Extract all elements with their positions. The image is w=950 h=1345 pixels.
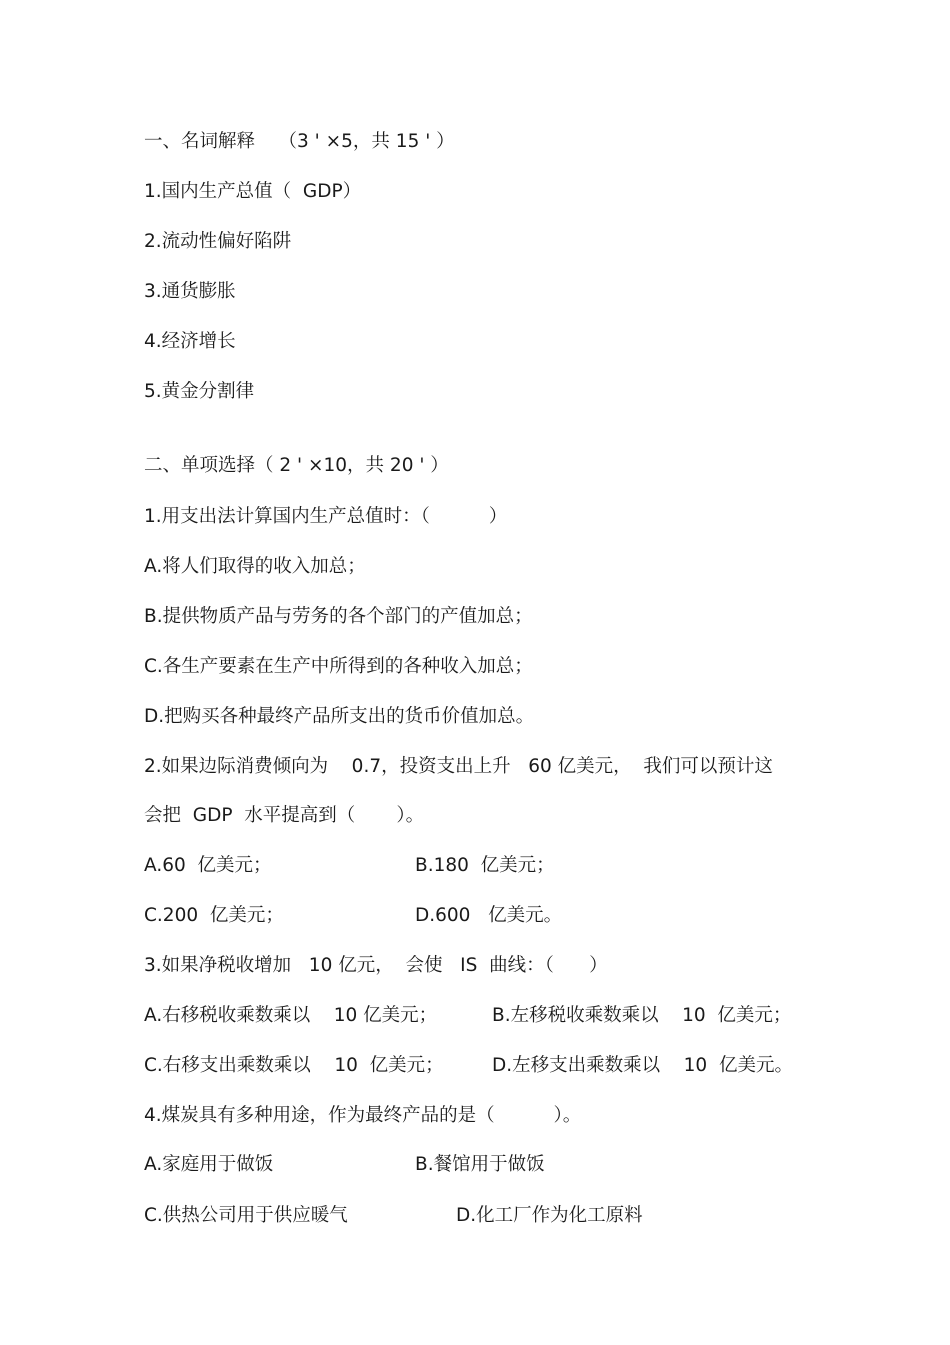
question-1-option-d: D.把购买各种最终产品所支出的货币价值加总。 <box>144 706 535 727</box>
term-item: 3.通货膨胀 <box>144 281 236 302</box>
question-3-option-a: A.右移税收乘数乘以 10 亿美元； <box>144 1005 438 1026</box>
term-item: 5.黄金分割律 <box>144 381 255 402</box>
term-item: 2.流动性偏好陷阱 <box>144 231 292 252</box>
question-3-option-b: B.左移税收乘数乘以 10 亿美元； <box>492 1005 792 1026</box>
question-3-option-d: D.左移支出乘数乘以 10 亿美元。 <box>492 1055 793 1076</box>
question-4-option-c: C.供热公司用于供应暖气 <box>144 1205 348 1226</box>
question-1-stem: 1.用支出法计算国内生产总值时：（ ） <box>144 506 508 527</box>
question-4-option-d: D.化工厂作为化工原料 <box>456 1205 643 1226</box>
question-3-option-c: C.右移支出乘数乘以 10 亿美元； <box>144 1055 444 1076</box>
question-2-option-a: A.60 亿美元； <box>144 855 272 876</box>
question-2-option-c: C.200 亿美元； <box>144 905 284 926</box>
term-item: 1.国内生产总值（ GDP） <box>144 181 362 202</box>
question-1-option-c: C.各生产要素在生产中所得到的各种收入加总； <box>144 656 533 677</box>
section2-heading: 二、单项选择（ 2 ' ×10，共 20 ' ） <box>144 455 449 476</box>
question-2-option-d: D.600 亿美元。 <box>415 905 563 926</box>
term-item: 4.经济增长 <box>144 331 236 352</box>
question-1-option-b: B.提供物质产品与劳务的各个部门的产值加总； <box>144 606 533 627</box>
question-2-option-b: B.180 亿美元； <box>415 855 555 876</box>
question-4-option-b: B.餐馆用于做饭 <box>415 1154 545 1175</box>
question-4-stem: 4.煤炭具有多种用途，作为最终产品的是（ ）。 <box>144 1105 582 1126</box>
question-2-stem-line2: 会把 GDP 水平提高到（ ）。 <box>144 805 425 826</box>
question-2-stem-line1: 2.如果边际消费倾向为 0.7，投资支出上升 60 亿美元， 我们可以预计这 <box>144 756 773 777</box>
section1-heading: 一、名词解释 （3 ' ×5，共 15 ' ） <box>144 131 455 152</box>
question-3-stem: 3.如果净税收增加 10 亿元， 会使 IS 曲线：（ ） <box>144 955 608 976</box>
question-1-option-a: A.将人们取得的收入加总； <box>144 556 366 577</box>
question-4-option-a: A.家庭用于做饭 <box>144 1154 274 1175</box>
